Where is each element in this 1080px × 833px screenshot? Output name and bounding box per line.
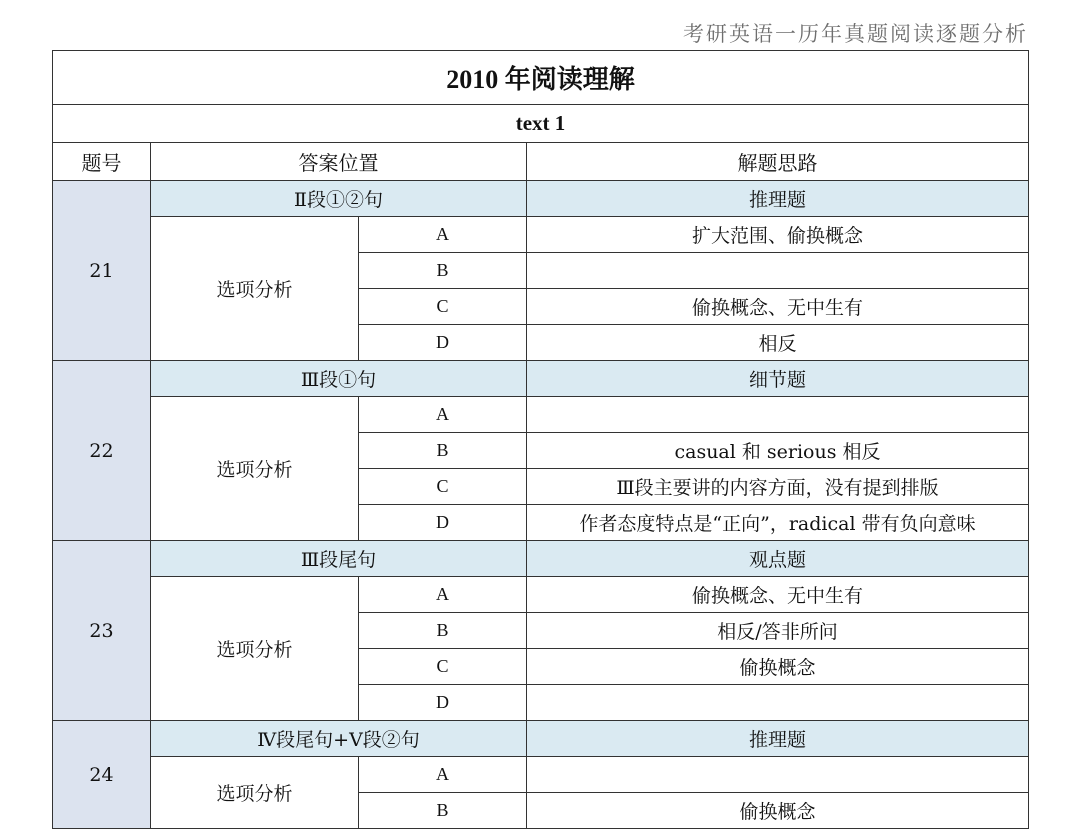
- option-note: 偷换概念、无中生有: [527, 289, 1029, 325]
- option-note: 偷换概念: [527, 793, 1029, 829]
- question-number: 21: [53, 181, 151, 361]
- question-number: 22: [53, 361, 151, 541]
- option-letter: B: [359, 793, 527, 829]
- table-row: [53, 577, 1029, 613]
- option-analysis-label: 选项分析: [151, 217, 359, 361]
- answer-location: Ⅲ段①句: [151, 361, 527, 397]
- question-type: 推理题: [527, 181, 1029, 217]
- table-row: [53, 181, 1029, 217]
- reading-analysis-table: [52, 50, 1029, 829]
- option-note: [527, 397, 1029, 433]
- option-note: 扩大范围、偷换概念: [527, 217, 1029, 253]
- option-note: Ⅲ段主要讲的内容方面，没有提到排版: [527, 469, 1029, 505]
- table-row: [53, 397, 1029, 433]
- question-type: 推理题: [527, 721, 1029, 757]
- table-row: [53, 541, 1029, 577]
- column-header-number: 题号: [53, 143, 151, 181]
- answer-location: Ⅳ段尾句+Ⅴ段②句: [151, 721, 527, 757]
- option-analysis-label: 选项分析: [151, 757, 359, 829]
- option-note: [527, 685, 1029, 721]
- option-note: 相反: [527, 325, 1029, 361]
- option-letter: D: [359, 685, 527, 721]
- question-type: 观点题: [527, 541, 1029, 577]
- page-header-title: 考研英语一历年真题阅读逐题分析: [683, 22, 1028, 46]
- option-letter: C: [359, 469, 527, 505]
- option-note: 相反/答非所问: [527, 613, 1029, 649]
- table-row: [53, 217, 1029, 253]
- option-letter: A: [359, 397, 527, 433]
- option-note: [527, 253, 1029, 289]
- column-header-approach: 解题思路: [527, 143, 1029, 181]
- table-subtitle: text 1: [53, 105, 1029, 143]
- option-note: 作者态度特点是“正向”，radical 带有负向意味: [527, 505, 1029, 541]
- question-type: 细节题: [527, 361, 1029, 397]
- question-number: 24: [53, 721, 151, 829]
- option-letter: D: [359, 505, 527, 541]
- question-number: 23: [53, 541, 151, 721]
- option-analysis-label: 选项分析: [151, 577, 359, 721]
- option-analysis-label: 选项分析: [151, 397, 359, 541]
- option-letter: C: [359, 649, 527, 685]
- column-header-location: 答案位置: [151, 143, 527, 181]
- answer-location: Ⅲ段尾句: [151, 541, 527, 577]
- option-note: casual 和 serious 相反: [527, 433, 1029, 469]
- table-title: 2010 年阅读理解: [53, 51, 1029, 105]
- option-note: [527, 757, 1029, 793]
- table-row: [53, 721, 1029, 757]
- table-row: [53, 757, 1029, 793]
- option-letter: B: [359, 253, 527, 289]
- option-letter: A: [359, 757, 527, 793]
- option-note: 偷换概念、无中生有: [527, 577, 1029, 613]
- table-row: [53, 361, 1029, 397]
- option-letter: A: [359, 577, 527, 613]
- option-letter: B: [359, 433, 527, 469]
- option-letter: B: [359, 613, 527, 649]
- option-letter: D: [359, 325, 527, 361]
- option-letter: A: [359, 217, 527, 253]
- option-letter: C: [359, 289, 527, 325]
- option-note: 偷换概念: [527, 649, 1029, 685]
- answer-location: Ⅱ段①②句: [151, 181, 527, 217]
